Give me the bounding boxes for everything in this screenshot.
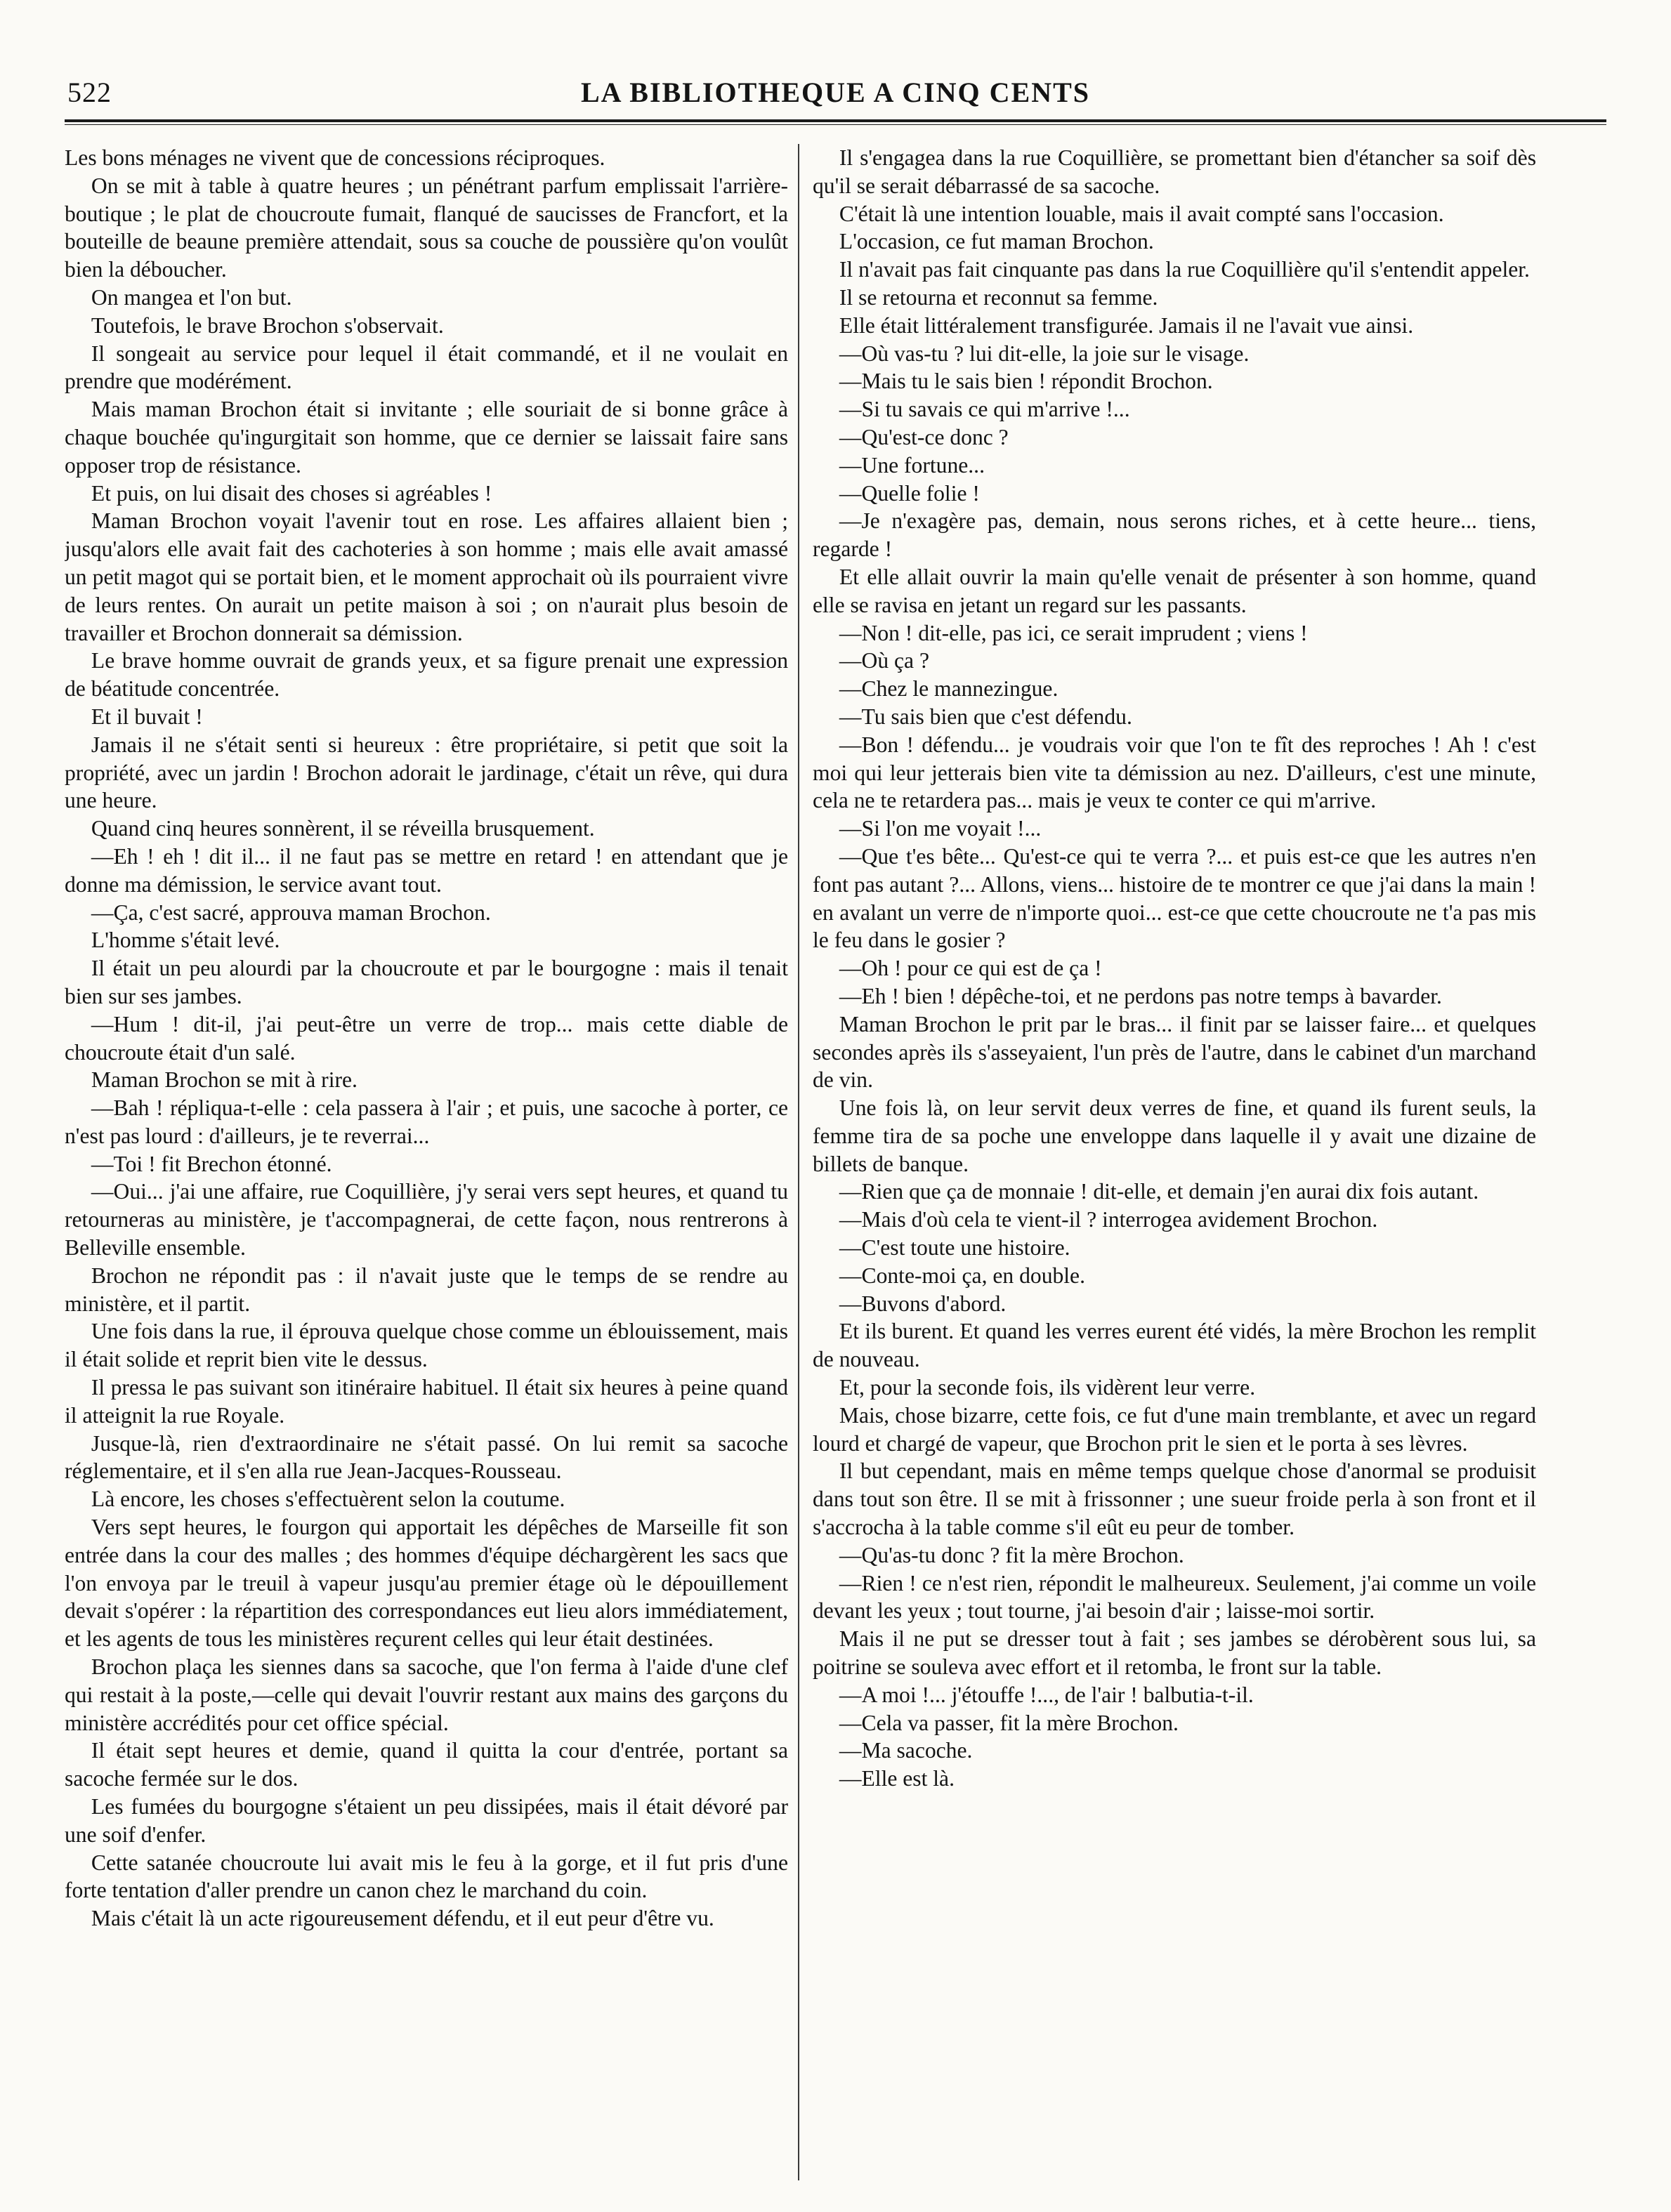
paragraph: —Buvons d'abord. [839, 1291, 1007, 1316]
paragraph: On mangea et l'on but. [91, 284, 292, 310]
paragraph: Elle était littéralement transfigurée. Jamais il ne l'avait vue ainsi. [839, 312, 1414, 338]
paragraph: Le brave homme ouvrait de grands yeux, et sa figure prenait une expression de béatitude concentrée. [65, 648, 788, 702]
paragraph: —Hum ! dit-il, j'ai peut-être un verre de trop... mais cette diable de choucroute était d'un salé. [65, 1011, 788, 1065]
paragraph: Il but cependant, mais en même temps quelque chose d'anormal se produisit dans tout son être. Il se mit à frissonner ; une sueur froide perla à son front et il s'accrocha à la table comme s'il eût eu peur de tomber. [813, 1459, 1536, 1540]
paragraph: —Que t'es bête... Qu'est-ce qui te verra ?... et puis est-ce que les autres n'en font pas autant ?... Allons, viens... histoire de te montrer ce que j'ai dans la main ! en avalant un verre de n'importe quoi... est-ce que cette choucroute ne t'a pas mis le feu dans le gosier ? [813, 843, 1536, 953]
paragraph: —Oh ! pour ce qui est de ça ! [839, 956, 1102, 981]
paragraph: —Une fortune... [839, 452, 985, 478]
paragraph: —Ma sacoche. [839, 1738, 973, 1763]
paragraph: —Je n'exagère pas, demain, nous serons riches, et à cette heure... tiens, regarde ! [813, 508, 1536, 562]
paragraph: Et il buvait ! [91, 704, 203, 729]
paragraph: —Mais tu le sais bien ! répondit Brochon. [839, 369, 1213, 394]
paragraph: L'occasion, ce fut maman Brochon. [839, 229, 1154, 254]
paragraph: Maman Brochon se mit à rire. [91, 1067, 358, 1093]
paragraph: Il était sept heures et demie, quand il quitta la cour d'entrée, portant sa sacoche fermée sur le dos. [65, 1738, 788, 1791]
paragraph: —A moi !... j'étouffe !..., de l'air ! balbutia-t-il. [839, 1682, 1254, 1707]
paragraph: —Qu'est-ce donc ? [839, 424, 1009, 449]
column-divider [798, 144, 799, 2180]
paragraph: Il n'avait pas fait cinquante pas dans la rue Coquillière qu'il s'entendit appeler. [839, 257, 1530, 282]
paragraph: —Tu sais bien que c'est défendu. [839, 704, 1132, 729]
paragraph: Mais, chose bizarre, cette fois, ce fut d'une main tremblante, et avec un regard lourd et chargé de vapeur, que Brochon prit le sien et le porta à ses lèvres. [813, 1402, 1536, 1456]
page-header [65, 70, 1606, 115]
paragraph: —Où ça ? [839, 648, 929, 673]
paragraph: —Où vas-tu ? lui dit-elle, la joie sur le visage. [839, 341, 1250, 366]
paragraph: —Ça, c'est sacré, approuva maman Brochon. [91, 900, 491, 925]
paragraph: C'était là une intention louable, mais il avait compté sans l'occasion. [839, 201, 1444, 226]
paragraph: —Conte-moi ça, en double. [839, 1263, 1085, 1288]
paragraph: Et puis, on lui disait des choses si agréables ! [91, 480, 492, 506]
paragraph: —C'est toute une histoire. [839, 1235, 1070, 1260]
paragraph: Mais c'était là un acte rigoureusement défendu, et il eut peur d'être vu. [91, 1906, 714, 1931]
paragraph: —Qu'as-tu donc ? fit la mère Brochon. [839, 1542, 1184, 1567]
paragraph: Brochon plaça les siennes dans sa sacoche, que l'on ferma à l'aide d'une clef qui restait à la poste,—celle qui devait l'ouvrir restant aux mains des garçons du ministère accrédités pour cet office spécial. [65, 1654, 788, 1735]
paragraph: —Si tu savais ce qui m'arrive !... [839, 397, 1130, 422]
paragraph: Mais il ne put se dresser tout à fait ; ses jambes se dérobèrent sous lui, sa poitrine se souleva avec effort et il retomba, le front sur la table. [813, 1626, 1536, 1680]
paragraph: —Bon ! défendu... je voudrais voir que l'on te fît des reproches ! Ah ! c'est moi qui leur jetterais bien vite ta démission au nez. D'ailleurs, c'est une minute, cela ne te retardera pas... mais je veux te conter ce qui m'arrive. [813, 732, 1536, 813]
paragraph: Et elle allait ouvrir la main qu'elle venait de présenter à son homme, quand elle se ravisa en jetant un regard sur les passants. [813, 564, 1536, 617]
paragraph: Les fumées du bourgogne s'étaient un peu dissipées, mais il était dévoré par une soif d'enfer. [65, 1794, 788, 1847]
paragraph: Brochon ne répondit pas : il n'avait juste que le temps de se rendre au ministère, et il partit. [65, 1263, 788, 1316]
paragraph: —Non ! dit-elle, pas ici, ce serait imprudent ; viens ! [839, 620, 1308, 645]
paragraph: —Rien ! ce n'est rien, répondit le malheureux. Seulement, j'ai comme un voile devant les yeux ; tout tourne, j'ai besoin d'air ; laisse-moi sortir. [813, 1570, 1536, 1624]
header-rule-thin [65, 124, 1606, 125]
paragraph: Quand cinq heures sonnèrent, il se réveilla brusquement. [91, 816, 595, 841]
paragraph: —Eh ! bien ! dépêche-toi, et ne perdons pas notre temps à bavarder. [839, 983, 1442, 1008]
paragraph: Une fois là, on leur servit deux verres de fine, et quand ils furent seuls, la femme tira de sa poche une enveloppe dans laquelle il y avait une dizaine de billets de banque. [813, 1095, 1536, 1176]
running-title: LA BIBLIOTHEQUE A CINQ CENTS [580, 77, 1091, 108]
paragraph: Et, pour la seconde fois, ils vidèrent leur verre. [839, 1375, 1256, 1400]
paragraph: Toutefois, le brave Brochon s'observait. [91, 312, 444, 338]
paragraph: —Elle est là. [839, 1766, 955, 1791]
paragraph: Une fois dans la rue, il éprouva quelque chose comme un éblouissement, mais il était solide et reprit bien vite le dessus. [65, 1319, 788, 1372]
paragraph: —Toi ! fit Brechon étonné. [91, 1151, 332, 1176]
paragraph: Jusque-là, rien d'extraordinaire ne s'était passé. On lui remit sa sacoche réglementaire, et il s'en alla rue Jean-Jacques-Rousseau. [65, 1430, 788, 1484]
paragraph: Les bons ménages ne vivent que de concessions réciproques. [65, 145, 605, 170]
page-number: 522 [67, 77, 112, 108]
paragraph: Et ils burent. Et quand les verres eurent été vidés, la mère Brochon les remplit de nouveau. [813, 1319, 1536, 1372]
paragraph: Maman Brochon le prit par le bras... il finit par se laisser faire... et quelques secondes après ils s'asseyaient, l'un près de l'autre, dans le cabinet d'un marchand de vin. [813, 1011, 1536, 1093]
paragraph: —Quelle folie ! [839, 480, 980, 506]
paragraph: Il s'engagea dans la rue Coquillière, se promettant bien d'étancher sa soif dès qu'il se serait débarrassé de sa sacoche. [813, 145, 1536, 198]
paragraph: Mais maman Brochon était si invitante ; elle souriait de si bonne grâce à chaque bouchée qu'ingurgitait son homme, que ce dernier se laissait faire sans opposer trop de résistance. [65, 397, 788, 478]
paragraph: —Chez le mannezingue. [839, 676, 1059, 702]
left-column [65, 144, 788, 2180]
paragraph: Il se retourna et reconnut sa femme. [839, 284, 1158, 310]
paragraph: —Bah ! répliqua-t-elle : cela passera à l'air ; et puis, une sacoche à porter, ce n'est pas lourd : d'ailleurs, je te reverrai... [65, 1095, 788, 1148]
paragraph: —Oui... j'ai une affaire, rue Coquillière, j'y serai vers sept heures, et quand tu retourneras au ministère, je t'accompagnerai, de cette façon, nous rentrerons à Belleville ensemble. [65, 1179, 788, 1260]
paragraph: —Eh ! eh ! dit il... il ne faut pas se mettre en retard ! en attendant que je donne ma démission, le service avant tout. [65, 843, 788, 897]
paragraph: —Si l'on me voyait !... [839, 816, 1042, 841]
right-column [813, 144, 1536, 2180]
header-rule [65, 119, 1606, 122]
paragraph: Cette satanée choucroute lui avait mis le feu à la gorge, et il fut pris d'une forte tentation d'aller prendre un canon chez le marchand du coin. [65, 1850, 788, 1903]
paragraph: Vers sept heures, le fourgon qui apportait les dépêches de Marseille fit son entrée dans la cour des malles ; des hommes d'équipe déchargèrent les sacs que l'on envoya par le treuil à vapeur jusqu'au premier étage où le dépouillement devait s'opérer : la répartition des correspondances eut lieu alors immédiatement, et les agents de tous les ministères reçurent celles qui leur était destinées. [65, 1515, 788, 1652]
paragraph: Maman Brochon voyait l'avenir tout en rose. Les affaires allaient bien ; jusqu'alors elle avait fait des cachoteries à son homme ; mais elle avait amassé un petit magot qui se portait bien, et le moment approchait où ils pourraient vivre de leurs rentes. On aurait un petite maison à soi ; on n'aurait plus besoin de travailler et Brochon donnerait sa démission. [65, 508, 788, 645]
paragraph: Là encore, les choses s'effectuèrent selon la coutume. [91, 1487, 565, 1512]
paragraph: Il songeait au service pour lequel il était commandé, et il ne voulait en prendre que modérément. [65, 341, 788, 394]
paragraph: —Rien que ça de monnaie ! dit-elle, et demain j'en aurai dix fois autant. [839, 1179, 1479, 1204]
paragraph: Il était un peu alourdi par la choucroute et par le bourgogne : mais il tenait bien sur ses jambes. [65, 956, 788, 1008]
paragraph: Il pressa le pas suivant son itinéraire habituel. Il était six heures à peine quand il atteignit la rue Royale. [65, 1375, 788, 1428]
paragraph: —Cela va passer, fit la mère Brochon. [839, 1710, 1179, 1735]
paragraph: Jamais il ne s'était senti si heureux : être propriétaire, si petit que soit la propriété, avec un jardin ! Brochon adorait le jardinage, c'était un rêve, qui dura une heure. [65, 732, 788, 813]
paragraph: L'homme s'était levé. [91, 928, 280, 953]
paragraph: On se mit à table à quatre heures ; un pénétrant parfum emplissait l'arrière-boutique ; le plat de choucroute fumait, flanqué de saucisses de Francfort, et la bouteille de beaune première attendait, sous sa couche de poussière qu'on voulût bien la déboucher. [65, 173, 788, 282]
paragraph: —Mais d'où cela te vient-il ? interrogea avidement Brochon. [839, 1207, 1378, 1232]
